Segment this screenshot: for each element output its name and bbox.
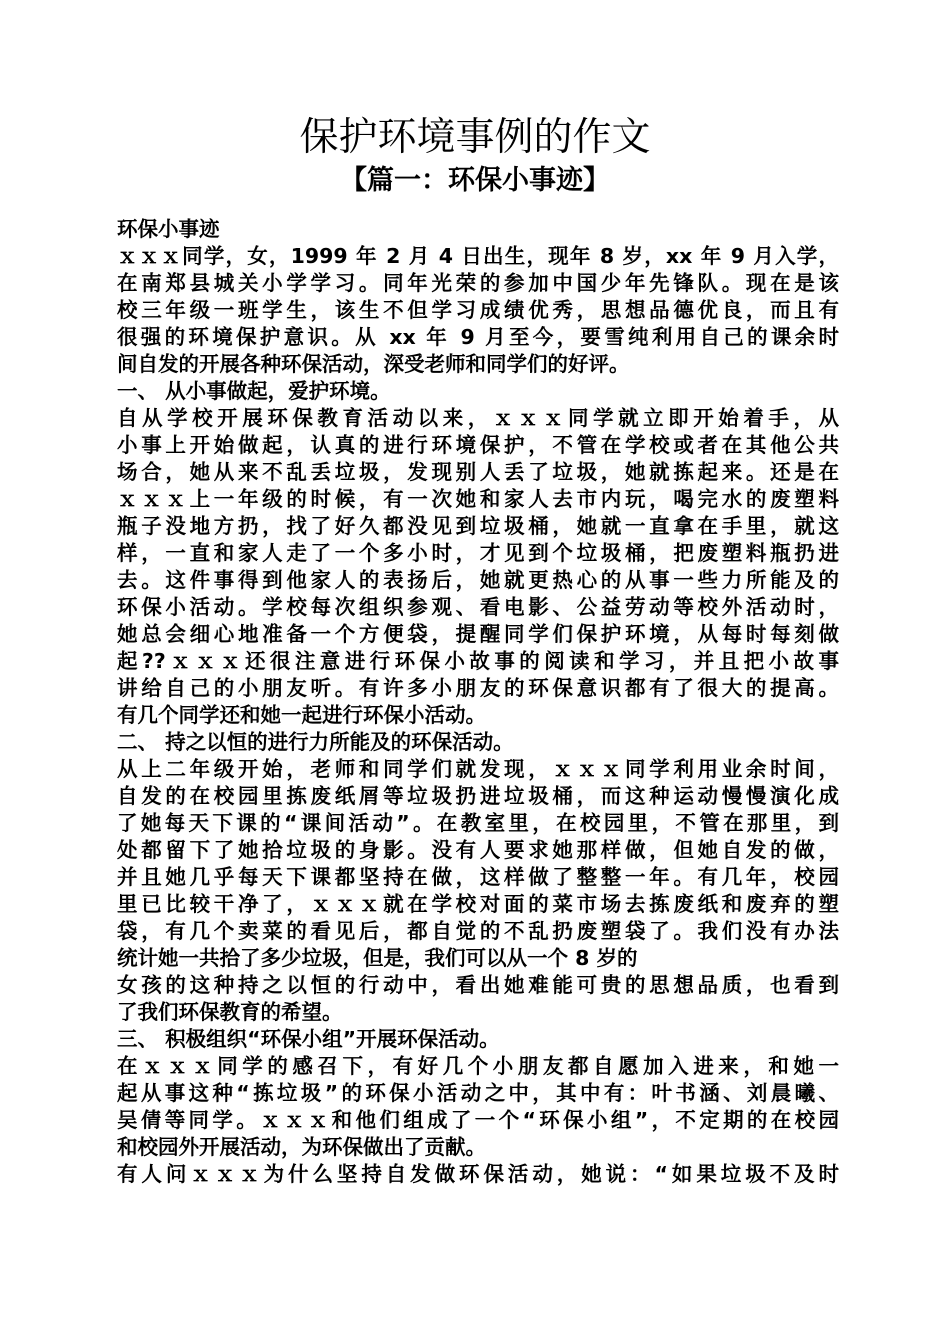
text-line: 二、 持之以恒的进行力所能及的环保活动。: [117, 730, 514, 754]
text-line: 她总会细心地准备一个方便袋，提醒同学们保护环境，从每时每刻做: [117, 622, 839, 646]
text-line: 小事上开始做起，认真的进行环境保护，不管在学校或者在其他公共: [117, 433, 839, 457]
text-line: 了她每天下课的“课间活动”。在教室里，在校园里，不管在那里，到: [117, 811, 839, 835]
text-line: 有几个同学还和她一起进行环保小活动。: [117, 703, 486, 727]
text-line: ｘｘｘ同学，女，1999 年 2 月 4 日出生，现年 8 岁，xx 年 9 月入学，: [117, 244, 839, 268]
text-line: 统计她一共拾了多少垃圾，但是，我们可以从一个 8 岁的: [117, 946, 638, 970]
text-line: 了我们环保教育的希望。: [117, 1000, 343, 1024]
text-line: 去。这件事得到他家人的表扬后，她就更热心的从事一些力所能及的: [117, 568, 839, 592]
text-line: 在ｘｘｘ同学的感召下，有好几个小朋友都自愿加入进来，和她一: [117, 1054, 839, 1078]
text-line: 和校园外开展活动，为环保做出了贡献。: [117, 1135, 486, 1159]
text-line: 讲给自己的小朋友听。有许多小朋友的环保意识都有了很大的提高。: [117, 676, 839, 700]
text-line: 从上二年级开始，老师和同学们就发现，ｘｘｘ同学利用业余时间，: [117, 757, 839, 781]
document-body: [117, 216, 839, 1188]
text-line: 间自发的开展各种环保活动，深受老师和同学们的好评。: [117, 352, 630, 376]
text-line: 一、 从小事做起，爱护环境。: [117, 379, 391, 403]
text-line: 自从学校开展环保教育活动以来，ｘｘｘ同学就立即开始着手，从: [117, 406, 839, 430]
text-line: 样，一直和家人走了一个多小时，才见到个垃圾桶，把废塑料瓶扔进: [117, 541, 839, 565]
text-line: 环保小活动。学校每次组织参观、看电影、公益劳动等校外活动时，: [117, 595, 839, 619]
text-line: 女孩的这种持之以恒的行动中，看出她难能可贵的思想品质，也看到: [117, 973, 839, 997]
text-line: 有人问ｘｘｘ为什么坚持自发做环保活动，她说：“如果垃圾不及时: [117, 1162, 839, 1186]
document-subtitle: 【篇一：环保小事迹】: [340, 165, 610, 196]
text-line: 瓶子没地方扔，找了好久都没见到垃圾桶，她就一直拿在手里，就这: [117, 514, 839, 538]
text-line: 起从事这种“拣垃圾”的环保小活动之中，其中有：叶书涵、刘晨曦、: [117, 1081, 839, 1105]
text-line: 环保小事迹: [117, 217, 220, 241]
text-line: 三、 积极组织“环保小组”开展环保活动。: [117, 1027, 500, 1051]
text-line: 里已比较干净了，ｘｘｘ就在学校对面的菜市场去拣废纸和废弃的塑: [117, 892, 839, 916]
text-line: 自发的在校园里拣废纸屑等垃圾扔进垃圾桶，而这种运动慢慢演化成: [117, 784, 839, 808]
text-line: 处都留下了她拾垃圾的身影。没有人要求她那样做，但她自发的做，: [117, 838, 839, 862]
text-line: 校三年级一班学生，该生不但学习成绩优秀，思想品德优良，而且有: [117, 298, 839, 322]
text-line: 袋，有几个卖菜的看见后，都自觉的不乱扔废塑袋了。我们没有办法: [117, 919, 839, 943]
text-line: 很强的环境保护意识。从 xx 年 9 月至今，要雪纯利用自己的课余时: [117, 325, 839, 349]
text-line: 吴倩等同学。ｘｘｘ和他们组成了一个“环保小组”，不定期的在校园: [117, 1108, 839, 1132]
text-line: ｘｘｘ上一年级的时候，有一次她和家人去市内玩，喝完水的废塑料: [117, 487, 839, 511]
text-line: 场合，她从来不乱丢垃圾，发现别人丢了垃圾，她就拣起来。还是在: [117, 460, 839, 484]
text-line: 起??ｘｘｘ还很注意进行环保小故事的阅读和学习，并且把小故事: [117, 649, 839, 673]
text-line: 在南郑县城关小学学习。同年光荣的参加中国少年先锋队。现在是该: [117, 271, 839, 295]
text-line: 并且她几乎每天下课都坚持在做，这样做了整整一年。有几年，校园: [117, 865, 839, 889]
document-title: 保护环境事例的作文: [299, 115, 651, 160]
